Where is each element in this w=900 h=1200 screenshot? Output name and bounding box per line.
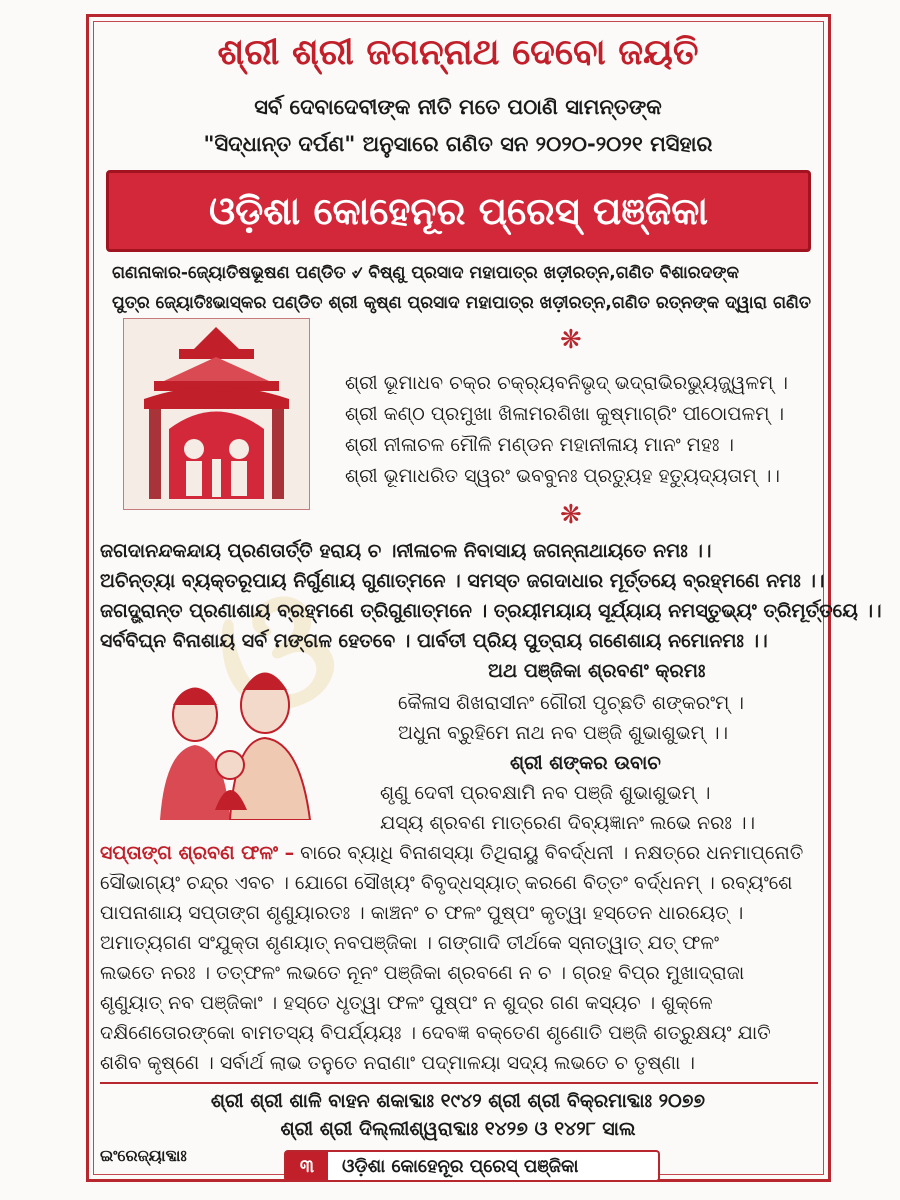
subtitle-line-1: ସର୍ବ ଦେବାଦେବୀଙ୍କ ନୀତି ମତେ ପଠାଣି ସାମନ୍ତଙ୍କ bbox=[254, 95, 662, 119]
verse-line-2: ଶ୍ରୀ କଣ୍ଠ ପ୍ରମୁଖା ଖିଳାମରଶିଖା କୁଷ୍ମାଗ୍ରିଂ ପୀଠୋପଳମ୍ । bbox=[345, 403, 785, 425]
page-number: ୩ bbox=[286, 1152, 328, 1180]
mantra-line-4: ସର୍ବବିଘ୍ନ ବିନାଶାୟ ସର୍ବ ମଙ୍ଗଳ ହେତବେ । ପାର୍ବତୀ ପ୍ରିୟ ପୁତ୍ରାୟ ଗଣେଶାୟ ନମୋନମଃ ।। bbox=[100, 630, 768, 652]
section-heading-shravana: ଅଥ ପଞ୍ଜିକା ଶ୍ରବଣଂ କ୍ରମଃ bbox=[488, 660, 706, 682]
credits-line-1: ଗଣନାକାର-ଜ୍ୟୋତିଷଭୂଷଣ ପଣ୍ଡିତ ୰ ବିଷ୍ଣୁ ପ୍ରସାଦ ମହାପାତ୍ର ଖଡ଼ୀରତ୍ନ,ଗଣିତ ବିଶାରଦଙ୍କ bbox=[112, 263, 740, 283]
page-footer-badge bbox=[284, 1150, 660, 1182]
temple-drawing bbox=[124, 319, 309, 509]
verse-line-4: ଶ୍ରୀ ଭୂମାଧରିତ ସ୍ୱରଂ ଭବବୁନଃ ପ୍ରତ୍ୟୁହ ହତ୍ୟୁଦ୍ୟତାମ୍ ।। bbox=[345, 465, 780, 487]
phala-line-1 bbox=[100, 842, 803, 864]
temple-illustration bbox=[123, 318, 310, 510]
footer-line-3-left bbox=[100, 1146, 280, 1166]
phala-line-4: ଅମାତ୍ୟଗଣ ସଂଯୁକ୍ତା ଶୃଣୟାତ୍ ନବପଞ୍ଜିକା । ଗଙ୍ଗାଦି ତୀର୍ଥକେ ସ୍ନାତ୍ୱାତ୍ ଯତ୍ ଫଳଂ bbox=[100, 932, 720, 954]
phala-line-6: ଶୃଣୁୟାତ୍ ନବ ପଞ୍ଜିକାଂ । ହସ୍ତେ ଧୃତ୍ୱା ଫଳଂ ପୁଷ୍ପଂ ନ ଶୁଦ୍ର ଗଣ କସ୍ୟଚ । ଶୁକ୍ଳେ bbox=[100, 992, 713, 1014]
phala-line-3: ପାପନାଶାୟ ସପ୍ତାଙ୍ଗ ଶୃଣୁୟାରତଃ । କାଞ୍ଚନଂ ଚ ଫଳଂ ପୁଷ୍ପଂ କୃତ୍ୱା ହସ୍ତେନ ଧାରୟେତ୍ । bbox=[100, 902, 744, 924]
mantra-line-1: ଜଗଦାନନ୍ଦକନ୍ଦାୟ ପ୍ରଣତାର୍ତ୍ତି ହରାୟ ଚ ।ନୀଳାଚଳ ନିବାସାୟ ଜଗନ୍ନାଥାୟତେ ନମଃ ।। bbox=[100, 540, 712, 562]
mantra-line-3: ଜଗଦ୍ଭ୍ରାନ୍ତ ପ୍ରଣାଶାୟ ବ୍ରହ୍ମଣେ ତ୍ରିଗୁଣାତ୍ମନେ । ତ୍ରୟୀମୟାୟ ସୂର୍ଯ୍ୟାୟ ନମସ୍ତୁଭ୍ୟଂ ତ୍ରିମୂର୍ତ୍ତୟେ ।। bbox=[100, 600, 882, 622]
phala-line-5: ଲଭତେ ନରଃ । ତତ୍‌ଫଳଂ ଲଭତେ ନୂନଂ ପଞ୍ଜିକା ଶ୍ରବଣେ ନ ଚ । ଗ୍ରହ ବିପ୍ର ମୁଖାଦ୍ରାଜା bbox=[100, 962, 745, 984]
page-title: ଶ୍ରୀ ଶ୍ରୀ ଜଗନ୍ନାଥ ଦେବୋ ଜୟତି bbox=[217, 32, 699, 73]
watermark: ଓ bbox=[185, 545, 365, 762]
footer-line-1: ଶ୍ରୀ ଶ୍ରୀ ଶାଳି ବାହନ ଶକାବ୍ଦାଃ ୧୯୪୨ ଶ୍ରୀ ଶ୍ରୀ ବିକ୍ରମାବ୍ଦାଃ ୨୦୭୭ bbox=[210, 1090, 706, 1112]
verse-line-1: ଶ୍ରୀ ଭୂମାଧବ ଚକ୍ର ଚକ୍ର୍ୟବନିଭୃଦ୍ ଭଦ୍ରାଭିରଭ୍ୟୁଜ୍ଜ୍ୱଳମ୍ । bbox=[345, 372, 788, 394]
section1-line-2: ଅଧୁନା ବ୍ରୁହିମେ ନାଥ ନବ ପଞ୍ଜି ଶୁଭାଶୁଭମ୍ ।। bbox=[398, 722, 729, 744]
section2-line-2: ଯସ୍ୟ ଶ୍ରବଣ ମାତ୍ରେଣ ଦିବ୍ୟଜ୍ଞାନଂ ଲଭେ ନରଃ ।। bbox=[380, 812, 756, 834]
section2-line-1: ଶୃଣୁ ଦେବୀ ପ୍ରବକ୍ଷାମି ନବ ପଞ୍ଜି ଶୁଭାଶୁଭମ୍ । bbox=[380, 782, 711, 804]
page-footer-title: ଓଡ଼ିଶା କୋହେନୂର ପ୍ରେସ୍ ପଞ୍ଜିକା bbox=[342, 1155, 579, 1177]
mantra-line-2: ଅଚିନ୍ତ୍ୟା ବ୍ୟକ୍ତରୂପାୟ ନିର୍ଗୁଣାୟ ଗୁଣାତ୍ମନେ । ସମସ୍ତ ଜଗଦାଧାର ମୂର୍ତ୍ତୟେ ବ୍ରହ୍ମଣେ ନମଃ ।। bbox=[100, 570, 825, 592]
phala-line-1-text: ବାରେ ବ୍ୟାଧି ବିନାଶସ୍ୟା ତିଥିରାୟୁ ବିବର୍ଦ୍ଧନୀ । ନକ୍ଷତ୍ରେ ଧନମାପ୍ନୋତି bbox=[300, 842, 804, 864]
banner-text: ଓଡ଼ିଶା କୋହେନୂର ପ୍ରେସ୍ ପଞ୍ଜିକା bbox=[208, 188, 709, 233]
section-heading-shankara: ଶ୍ରୀ ଶଙ୍କର ଉବାଚ bbox=[510, 752, 661, 774]
phala-line-7: ଦକ୍ଷିଣେତୋରଙ୍କୋ ବାମତସ୍ୟ ବିପର୍ଯ୍ୟୟଃ । ଦେବଜ୍ଞ ବକ୍ତେଣ ଶୃଣୋତି ପଞ୍ଜି ଶତ୍ରୁକ୍ଷୟଂ ଯାତି bbox=[100, 1022, 771, 1044]
deities-drawing bbox=[135, 660, 335, 820]
footer-english-era-label: ଇଂରେଜ୍ୟାବ୍ଦାଃ bbox=[100, 1146, 187, 1165]
phala-line-8: ଶଶିବ କୃଷ୍ଣେ । ସର୍ବାର୍ଥ ଲାଭ ତନୁତେ ନରାଣାଂ ପଦ୍ମାଳୟା ସଦ୍ୟ ଲଭତେ ଚ ତୃଷ୍ଣା । bbox=[100, 1052, 695, 1074]
flower-ornament-icon: ❋ bbox=[560, 325, 582, 355]
phala-lead: ସପ୍ତାଙ୍ଗ ଶ୍ରବଣ ଫଳଂ – bbox=[100, 842, 295, 864]
shiva-parvati-illustration bbox=[135, 660, 335, 820]
footer-line-2: ଶ୍ରୀ ଶ୍ରୀ ଦିଲ୍ଲୀଶ୍ୱରାବ୍ଦାଃ ୧୪୨୭ ଓ ୧୪୨୮ ସାଲ bbox=[280, 1118, 636, 1140]
phala-line-2: ସୌଭାଗ୍ୟଂ ଚନ୍ଦ୍ର ଏବଚ । ଯୋଗେ ସୌଖ୍ୟଂ ବିବୃଦ୍ଧସ୍ୟାତ୍ କରଣେ ବିତ୍ତଂ ବର୍ଦ୍ଧନମ୍ । ରବ୍ୟଂଶେ bbox=[100, 872, 793, 894]
title-banner bbox=[106, 170, 811, 252]
credits-line-2: ପୁତ୍ର ଜ୍ୟୋତିଃଭାସ୍କର ପଣ୍ଡିତ ଶ୍ରୀ କୃଷ୍ଣ ପ୍ରସାଦ ମହାପାତ୍ର ଖଡ଼ୀରତ୍ନ,ଗଣିତ ରତ୍ନଙ୍କ ଦ୍ୱାରା ଗଣିତ bbox=[112, 293, 811, 313]
flower-ornament-icon: ❋ bbox=[560, 500, 582, 530]
section1-line-1: କୈଳାସ ଶିଖରାସୀନଂ ଗୌରୀ ପୃଚ୍ଛତି ଶଙ୍କରଂମ୍ । bbox=[398, 692, 744, 714]
subtitle-line-2: "ସିଦ୍ଧାନ୍ତ ଦର୍ପଣ" ଅନୁସାରେ ଗଣିତ ସନ ୨୦୨୦-୨୦୨୧ ମସିହାର bbox=[203, 132, 713, 156]
verse-line-3: ଶ୍ରୀ ନୀଳାଚଳ ମୌଳି ମଣ୍ଡନ ମହାନୀଳାୟ ମାନଂ ମହଃ । bbox=[345, 434, 734, 456]
footer-divider bbox=[100, 1082, 818, 1084]
